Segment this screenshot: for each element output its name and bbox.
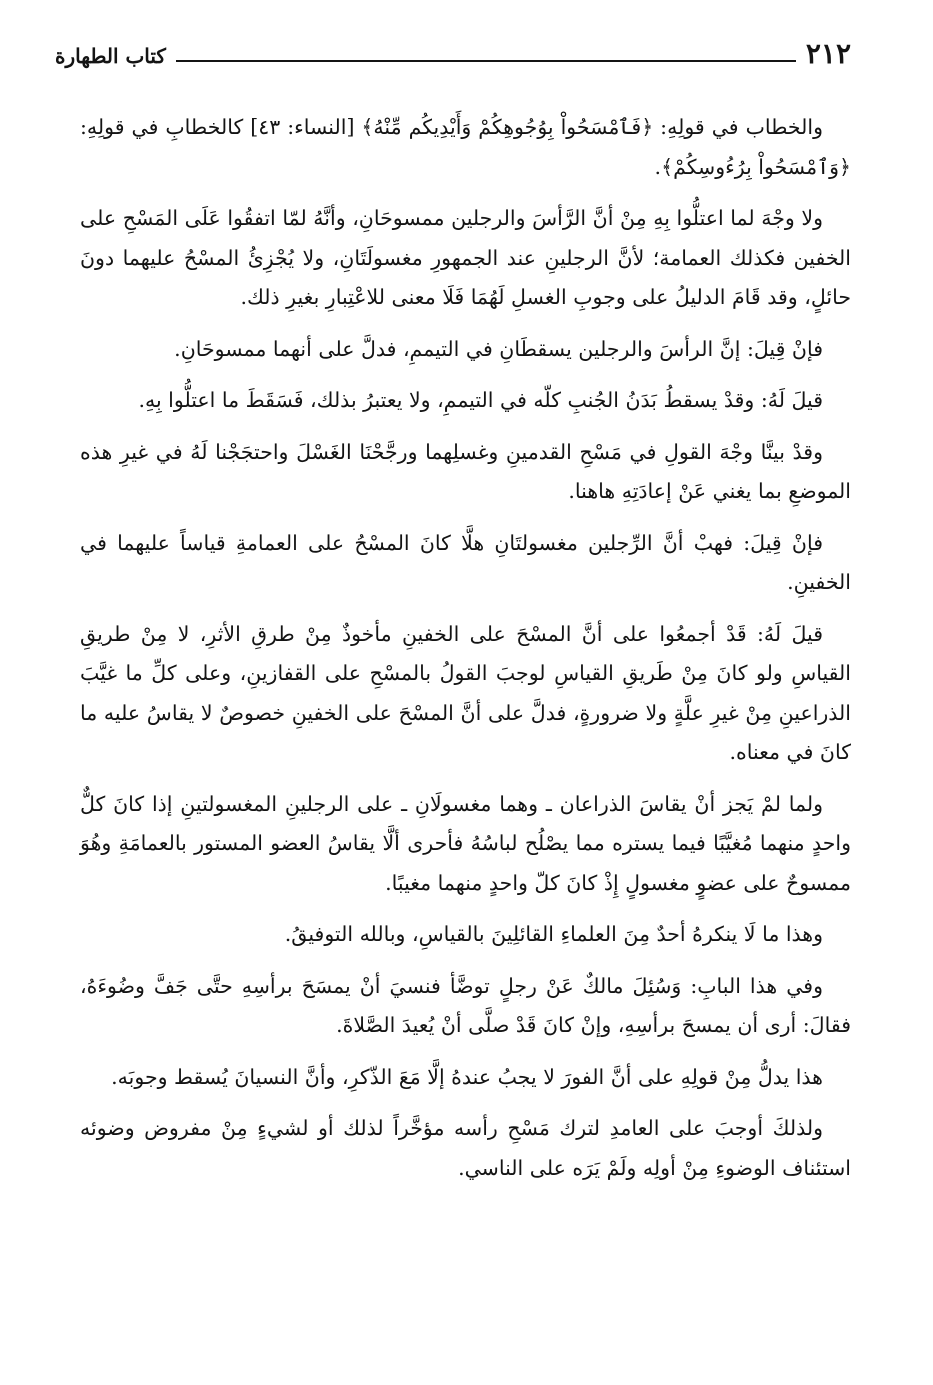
book-title: كتاب الطهارة bbox=[55, 44, 166, 68]
page-number: ٢١٢ bbox=[805, 37, 851, 70]
page-body bbox=[80, 108, 851, 1200]
paragraph: هذا يدلُّ مِنْ قولِهِ على أنَّ الفورَ لا يجبُ عندهُ إلَّا مَعَ الذّكرِ، وأنَّ النسيانَ يُسقط وجوبَه. bbox=[111, 1064, 823, 1089]
paragraph: فإنْ قِيلَ: فهبْ أنَّ الرِّجلين مغسولتَانِ هلَّا كانَ المسْحُ على العمامةِ قياساً عليهما في الخفينِ. bbox=[80, 530, 851, 594]
header-rule bbox=[176, 60, 796, 62]
paragraph: وفي هذا البابِ: وَسُئِلَ مالكٌ عَنْ رجلٍ توضَّأ فنسيَ أنْ يمسَحَ برأسِهِ حتَّى جَفَّ وضُوءَهُ، فقالَ: أرى أن يمسحَ برأسِهِ، وإنْ كانَ قَدْ صلَّى أنْ يُعيدَ الصَّلاةَ. bbox=[80, 973, 851, 1037]
paragraph: قيلَ لَهُ: قَدْ أجمعُوا على أنَّ المسْحَ على الخفينِ مأخوذٌ مِنْ طرقِ الأثرِ، لا مِنْ طريقِ القياسِ ولو كانَ مِنْ طَريقِ القياسِ لوجبَ القولُ بالمسْحِ على القفازينِ، وعلى كلِّ ما غيَّبَ الذراعينِ مِنْ غيرِ علَّةٍ ولا ضرورةٍ، فدلَّ على أنَّ المسْحَ على الخفينِ خصوصٌ لا يقاسُ عليه ما كانَ في معناه. bbox=[80, 621, 851, 764]
paragraph: قيلَ لَهُ: وقدْ يسقطُ بَدَنُ الجُنبِ كلّه في التيممِ، ولا يعتبرُ بذلك، فَسَقَطَ ما اعتلُّوا بِهِ. bbox=[138, 388, 823, 412]
page-header bbox=[55, 30, 851, 70]
paragraph: وهذا ما لَا ينكرهُ أحدٌ مِنَ العلماءِ القائلِينَ بالقياسِ، وبالله التوفيقُ. bbox=[284, 922, 823, 946]
paragraph: وقدْ بينَّا وجْهَ القولِ في مَسْحِ القدمينِ وغسلِهما ورجَّحْنَا الغَسْلَ واحتجَجْنا لَهُ في غيرِ هذه الموضعِ بما يغني عَنْ إعادَتِهِ هاهنا. bbox=[80, 439, 851, 503]
paragraph: ولما لمْ يَجز أنْ يقاسَ الذراعان ـ وهما مغسولَانِ ـ على الرجلينِ المغسولتينِ إذا كانَ كلٌّ واحدٍ منهما مُغيَّبًا فيما يستره مما يصْلُح لباسُهُ فأحرى ألَّا يقاسُ العضو المستور بالعمامَةِ وهُوَ ممسوحٌ على عضوٍ مغسولٍ إِذْ كانَ كلّ واحدٍ منهما مغيبًا. bbox=[80, 791, 851, 895]
paragraph: ولذلكَ أوجبَ على العامدِ لترك مَسْحِ رأسه مؤخَّراً لذلك أو لشيءٍ مِنْ مفروض وضوئه استئناف الوضوءِ مِنْ أولِه ولَمْ يَرَه على الناسي. bbox=[80, 1116, 851, 1180]
paragraph: ولا وجْهَ لما اعتلُّوا بِهِ مِنْ أنَّ الرَّأسَ والرجلين ممسوحَانِ، وأنَّهُ لمّا اتفقُوا عَلَى المَسْحِ على الخفين فكذلك العمامة؛ لأنَّ الرجلينِ عند الجمهورِ مغسولَتَانِ، ولا يُجْزِئُ المسْحُ عليهما دونَ حائلٍ، وقد قَامَ الدليلُ على وجوبِ الغسلِ لَهُمَا فَلَا معنى للاعْتِبارِ بغيرِ ذلك. bbox=[80, 206, 851, 309]
paragraph: والخطاب في قولِهِ: ﴿فَٱمْسَحُواْ بِوُجُوهِكُمْ وَأَيْدِيكُم مِّنْهُ﴾ [النساء: ٤٣] كالخطابِ في قولِهِ: ﴿وَٱمْسَحُواْ بِرُءُوسِكُمْ﴾. bbox=[80, 115, 851, 179]
paragraph: فإنْ قِيلَ: إنَّ الرأسَ والرجلين يسقطَانِ في التيممِ، فدلَّ على أنهما ممسوحَانِ. bbox=[174, 336, 823, 361]
